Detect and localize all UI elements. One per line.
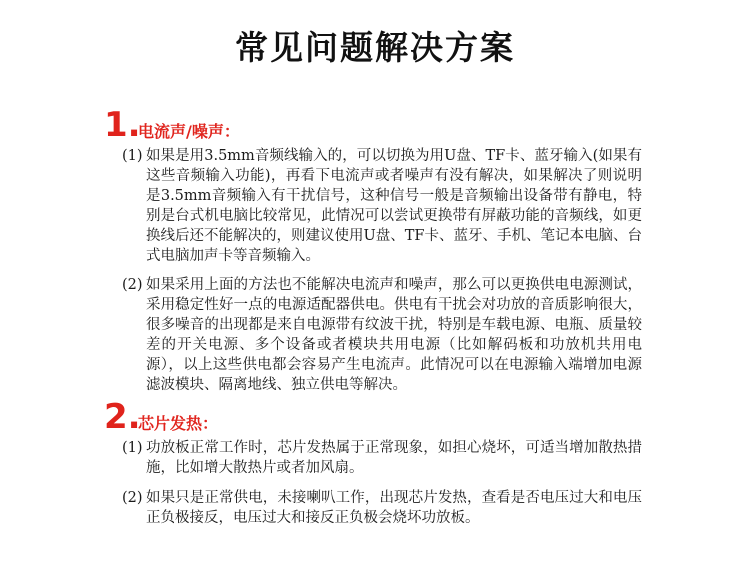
item-marker: (2) (122, 277, 143, 293)
list-item (122, 438, 642, 478)
section-header (0, 397, 750, 440)
section-title: 电流声/噪声： (138, 122, 240, 141)
list-item (122, 275, 642, 395)
section-title: 芯片发热： (138, 414, 219, 433)
page-title: 常见问题解决方案 (235, 28, 515, 67)
item-text: 如果采用上面的方法也不能解决电流声和噪声，那么可以更换供电电源测试，采用稳定性好一点的电源适配器供电。供电有干扰会对功放的音质影响很大，很多噪音的出现都是来自电源带有纹波干扰，特别是车载电源、电瓶、质量较差的开关电源、多个设备或者模块共用电源（比如解码板和功放机共用电源），以上这些供电都会容易产生电流声。此情况可以在电源输入端增加电源滤波模块、隔离地线、独立供电等解决。 (146, 277, 642, 393)
item-marker: (1) (122, 440, 143, 456)
item-marker: (2) (122, 490, 143, 506)
list-item (122, 146, 642, 266)
section-chip-heat (0, 397, 750, 528)
section-number: 1. (104, 105, 141, 145)
item-text: 功放板正常工作时，芯片发热属于正常现象，如担心烧坏，可适当增加散热措施，比如增大散热片或者加风扇。 (146, 440, 642, 476)
section-noise (0, 105, 750, 395)
section-number: 2. (104, 397, 141, 437)
item-text: 如果只是正常供电，未接喇叭工作，出现芯片发热，查看是否电压过大和电压正负极接反，电压过大和接反正负极会烧坏功放板。 (146, 490, 642, 526)
item-marker: (1) (122, 148, 143, 164)
list-item (122, 488, 642, 528)
section-header (0, 105, 750, 148)
item-text: 如果是用3.5mm音频线输入的，可以切换为用U盘、TF卡、蓝牙输入(如果有这些音频输入功能)，再看下电流声或者噪声有没有解决，如果解决了则说明是3.5mm音频输入有干扰信号，这种信号一般是音频输出设备带有静电，特别是台式机电脑比较常见，此情况可以尝试更换带有屏蔽功能的音频线，如更换线后还不能解决的，则建议使用U盘、TF卡、蓝牙、手机、笔记本电脑、台式电脑加声卡等音频输入。 (146, 148, 642, 264)
